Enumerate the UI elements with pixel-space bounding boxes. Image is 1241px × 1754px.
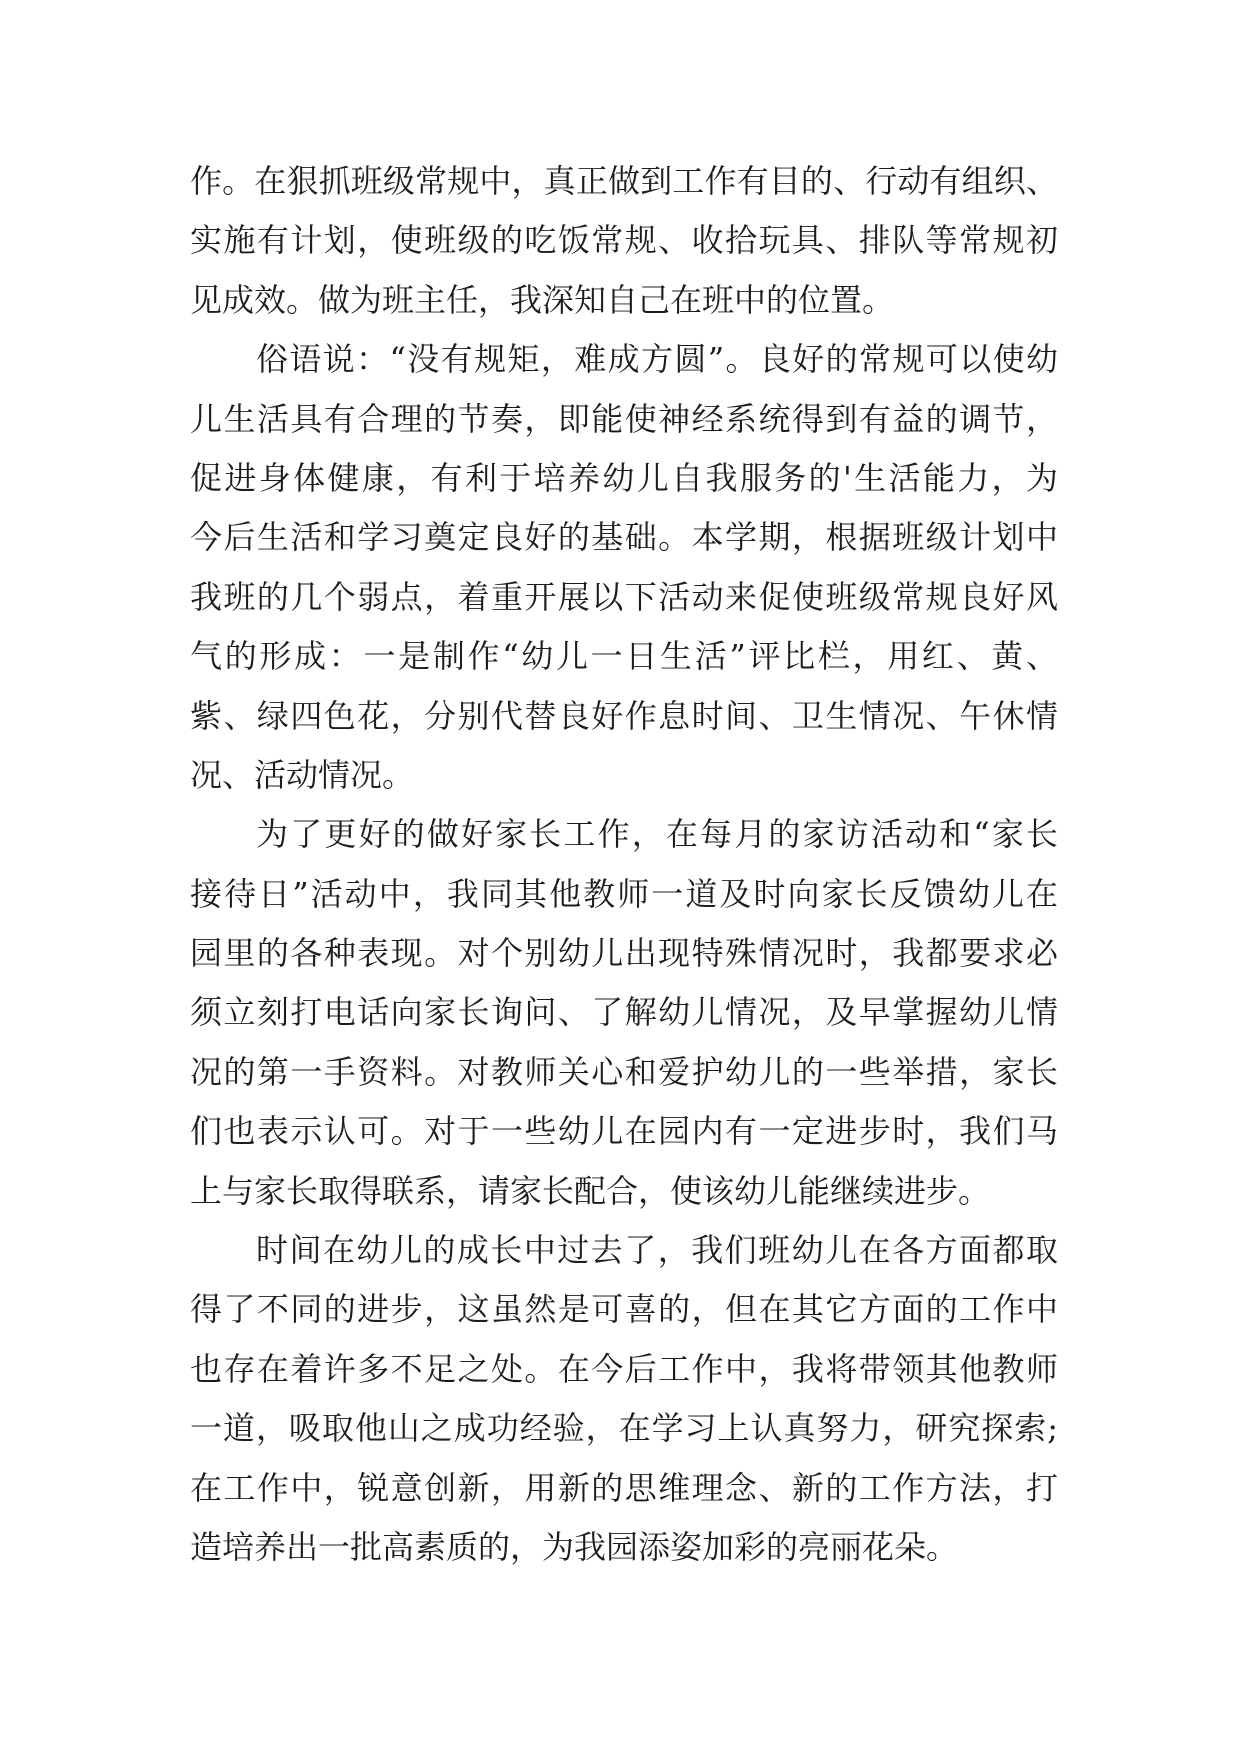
text-line: 上与家长取得联系，请家长配合，使该幼儿能继续进步。 [190, 1171, 991, 1210]
text-line: 儿生活具有合理的节奏，即能使神经系统得到有益的调节， [190, 399, 1058, 438]
text-line: 况、活动情况。 [190, 755, 415, 794]
text-line: 须立刻打电话向家长询问、了解幼儿情况，及早掌握幼儿情 [190, 993, 1058, 1032]
paragraph-3 [190, 805, 1058, 1221]
text-line: 一道，吸取他山之成功经验，在学习上认真努力，研究探索; [190, 1409, 1058, 1448]
text-line: 今后生活和学习奠定良好的基础。本学期，根据班级计划中 [190, 518, 1058, 557]
text-line: 时间在幼儿的成长中过去了，我们班幼儿在各方面都取 [256, 1231, 1058, 1270]
text-line: 作。在狠抓班级常规中，真正做到工作有目的、行动有组织、 [190, 162, 1058, 200]
text-line: 紫、绿四色花，分别代替良好作息时间、卫生情况、午休情 [190, 696, 1058, 735]
text-line: 为了更好的做好家长工作，在每月的家访活动和“家长 [256, 815, 1058, 854]
paragraph-4 [190, 1221, 1058, 1577]
text-line: 见成效。做为班主任，我深知自己在班中的位置。 [190, 280, 895, 319]
text-line: 况的第一手资料。对教师关心和爱护幼儿的一些举措，家长 [190, 1052, 1058, 1091]
text-line: 在工作中，锐意创新，用新的思维理念、新的工作方法，打 [190, 1468, 1058, 1507]
paragraph-1 [190, 152, 1058, 330]
body-text [190, 152, 1058, 1577]
text-line: 们也表示认可。对于一些幼儿在园内有一定进步时，我们马 [190, 1112, 1058, 1151]
text-line: 接待日”活动中，我同其他教师一道及时向家长反馈幼儿在 [190, 874, 1058, 913]
text-line: 气的形成：一是制作“幼儿一日生活”评比栏，用红、黄、 [190, 637, 1058, 676]
text-line: 造培养出一批高素质的，为我园添姿加彩的亮丽花朵。 [190, 1527, 959, 1566]
text-line: 也存在着许多不足之处。在今后工作中，我将带领其他教师 [190, 1349, 1058, 1388]
paragraph-2 [190, 330, 1058, 805]
text-line: 园里的各种表现。对个别幼儿出现特殊情况时，我都要求必 [190, 934, 1058, 973]
text-line: 俗语说：“没有规矩，难成方圆”。良好的常规可以使幼 [256, 340, 1058, 379]
text-line: 促进身体健康，有利于培养幼儿自我服务的'生活能力，为 [190, 458, 1058, 497]
text-line: 得了不同的进步，这虽然是可喜的，但在其它方面的工作中 [190, 1290, 1058, 1329]
text-line: 实施有计划，使班级的吃饭常规、收拾玩具、排队等常规初 [190, 221, 1058, 260]
text-line: 我班的几个弱点，着重开展以下活动来促使班级常规良好风 [190, 577, 1058, 616]
